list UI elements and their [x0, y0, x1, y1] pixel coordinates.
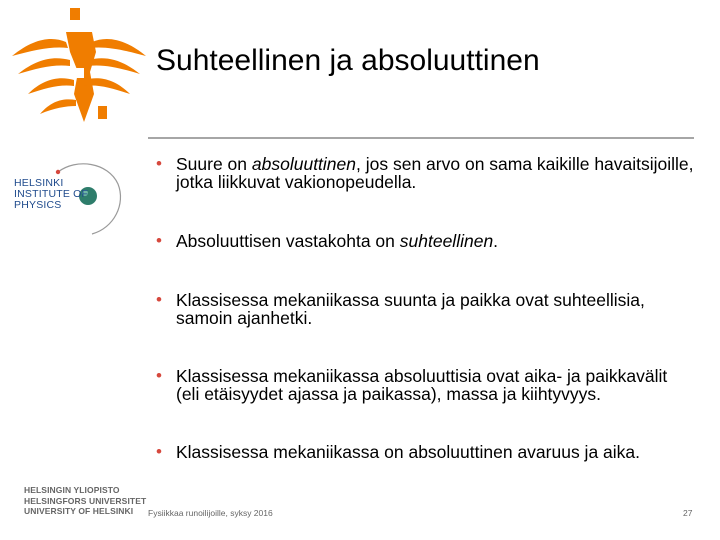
- bullet-dot-icon: •: [156, 154, 162, 173]
- bullet-text-tail: .: [493, 231, 499, 251]
- bullet-list: [154, 155, 694, 461]
- bullet-emphasis: suhteellinen: [399, 231, 494, 251]
- bullet-item: [154, 232, 694, 250]
- bullet-text: Klassisessa mekaniikassa on absoluuttinen avaruus ja aika.: [176, 442, 641, 462]
- university-name-en: UNIVERSITY OF HELSINKI: [24, 506, 134, 516]
- bullet-text: Absoluuttisen vastakohta on: [176, 231, 400, 251]
- bullet-dot-icon: •: [156, 290, 162, 309]
- university-name-fi: HELSINGIN YLIOPISTO: [24, 485, 120, 495]
- bullet-item: [154, 367, 694, 403]
- bullet-item: [154, 155, 694, 191]
- slide-title: Suhteellinen ja absoluuttinen: [156, 44, 540, 77]
- bullet-dot-icon: •: [156, 366, 162, 385]
- page-number: 27: [683, 508, 693, 518]
- bullet-text: Klassisessa mekaniikassa suunta ja paikka ovat suhteellisia, samoin ajanhetki.: [176, 290, 645, 328]
- institute-logo-text: [14, 178, 88, 211]
- university-flame-logo: [4, 2, 154, 152]
- bullet-dot-icon: •: [156, 442, 162, 461]
- university-name-sv: HELSINGFORS UNIVERSITET: [24, 495, 147, 506]
- bullet-text: Klassisessa mekaniikassa absoluuttisia ovat aika- ja paikkavälit (eli etäisyydet ajassa ja paikassa), massa ja kiihtyvyys.: [176, 366, 668, 404]
- bullet-item: [154, 443, 694, 461]
- title-divider: [148, 137, 694, 139]
- bullet-text-tail: , jos sen arvo on sama kaikille havaitsijoille, jotka liikkuvat vakionopeudella.: [176, 154, 694, 192]
- institute-line-3: PHYSICS: [14, 199, 62, 211]
- footer-text: Fysiikkaa runoilijoille, syksy 2016: [148, 508, 273, 518]
- bullet-item: [154, 291, 694, 327]
- bullet-emphasis: absoluuttinen: [251, 154, 357, 174]
- institute-line-1: HELSINKI: [14, 177, 64, 189]
- institute-line-2: INSTITUTE OF: [14, 188, 89, 200]
- university-name: [24, 485, 146, 517]
- bullet-text: Suure on: [176, 154, 252, 174]
- bullet-dot-icon: •: [156, 231, 162, 250]
